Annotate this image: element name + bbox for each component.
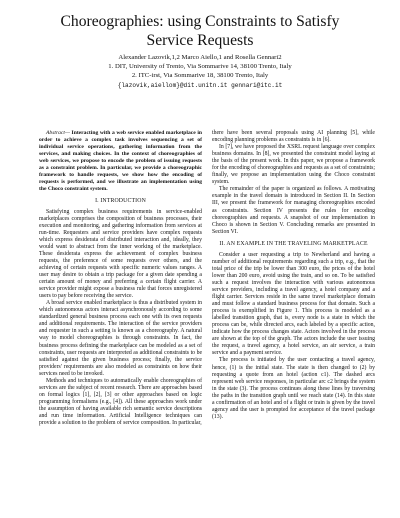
right-column	[212, 130, 375, 421]
left-column	[39, 130, 202, 427]
title-line-1: Choreographies: using Constraints to Satisfy	[60, 13, 340, 30]
intro-paragraph-4: there have been several proposals using AI planning [5], while encoding planning problems as constraints is in [6].	[212, 130, 375, 144]
intro-paragraph-6: The remainder of the paper is organized as follows. A motivating example in the travel domain is introduced in Section II. In Section III, we present the framework for managing choreographies encoded as constraints. Section IV presents the rules for encoding choreographies and requests. A snapshot of our implementation in Choco is shown in Section V. Concluding remarks are presented in Section VI.	[212, 186, 375, 235]
author-names: Alexander Lazovik,1,2 Marco Aiello,1 and Rosella Gennari2	[118, 54, 282, 61]
example-paragraph-2: The process is initiated by the user contacting a travel agency, hence, (1) is the initial state. The state is then changed to (2) by requesting a quote from an hotel (action c1). The dashed arcs represent web service responses, in particular arc c2 brings the system in the state (3). The process continues along these lines by traversing the paths in the transition graph until we reach state (14). In this state a confirmation of an hotel and of a flight or train is given by the travel agency and the user is prompted for acceptance of the travel package (13).	[212, 357, 375, 420]
example-paragraph-1: Consider a user requesting a trip to Newherland and having a number of additional requirements regarding such a trip, e.g., that the total price of the trip be lower than 300 euro, the prices of the hotel lower than 200 euro, avoid using the train, and so on. To be satisfied such a request involves the interaction with various autonomous service providers, including a travel agency, a hotel company and a flight carrier. Services reside in the same travel marketplace domain and must follow a standard business process for that domain. Such a process is exemplified in Figure 1. This process is modeled as a labelled transition graph, that is, every node is a state in which the process can be, while directed arcs, each labeled by a specific action, indicate how the process changes state. Actors involved in the process are shown at the top of the graph. The actors include the user issuing the request, a travel agency, a hotel service, an air service, a train service and a payment service.	[212, 251, 375, 357]
section-heading-example: II. AN EXAMPLE IN THE TRAVELING MARKETPLACE	[219, 240, 368, 247]
abstract-text: Interacting with a web service enabled marketplace in order to achieve a complex task involves sequencing a set of individual service operations, gathering information from the services, and making choices. In the context of choreographies of web services, we propose to encode the problem of issuing requests as a constraint problem. In particular, we provide a choreographic framework to handle requests, we show how the encoding of requests is performed, and we illustrate an implementation using the Choco constraint system.	[39, 130, 202, 192]
affiliation-2: 2. ITC-irst, Via Sommarive 18, 38100 Trento, Italy	[131, 72, 269, 80]
intro-paragraph-5: In [7], we have proposed the XSRL request language over complex business domains. In [8], we presented the constraint model laying at the basis of the present work. In this paper, we propose a framework for the encoding of choreographies and requests as a set of constraints; finally, we propose an implementation using the Choco constraint system.	[212, 144, 375, 186]
intro-paragraph-2: A broad service enabled marketplace is thus a distributed system in which autonomous actors interact asynchronously according to some standardized general business process each one with its own requests and additional requirements. The interaction of the service providers and requester in such a setting is known as a choreography. A natural way to model choreographies is through constraints. In fact, the business process defining the marketplace can be modeled as a set of constraints, user requests are interpreted as additional constraints to be satisfied against the given business process; finally, the service providers' requirements are also modeled as constraints on how their services need to be invoked.	[39, 300, 202, 377]
section-heading-introduction: I. INTRODUCTION	[95, 197, 146, 204]
intro-paragraph-1: Satisfying complex business requirements in service-enabled marketplaces comprises the composition of business processes, their execution and monitoring, and gathering information from services at run-time. Requesters and service providers have complex requests which express desiderata of distributed interaction and, ideally, they would want to abstract from the inner working of the marketplace. These desiderata express the achievement of complex business requests, the preference of some requests over others, and the achieving of certain requests with specific numeric values ranges. A user may desire to obtain a trip package for a given date spending a certain amount of money and preferring a certain flight carrier. A service provider might expose a business rule that forces unregistered users to pay before receiving the service.	[39, 208, 202, 300]
author-emails: {lazovik,aiellom}@dit.unitn.it gennari@itc.it	[117, 81, 283, 89]
title-line-2: Service Requests	[146, 32, 254, 49]
paper-title	[30, 12, 370, 50]
intro-paragraph-3: Methods and techniques to automatically enable choreographies of services are the subject of recent research. There are approaches based on formal logics [1], [2], [3] or other approaches based on logic programming formalisms (e.g., [4]). All these approaches work under the assumption of having available rich semantic service descriptions and run time information. Artificial Intelligence techniques can provide a solution to the problem of service composition. In particular,	[39, 377, 202, 427]
affiliation-1: 1. DIT, University of Trento, Via Sommarive 14, 38100 Trento, Italy	[108, 63, 292, 71]
author-block	[30, 53, 370, 90]
abstract	[39, 130, 202, 193]
abstract-label: Abstract—	[46, 130, 70, 136]
